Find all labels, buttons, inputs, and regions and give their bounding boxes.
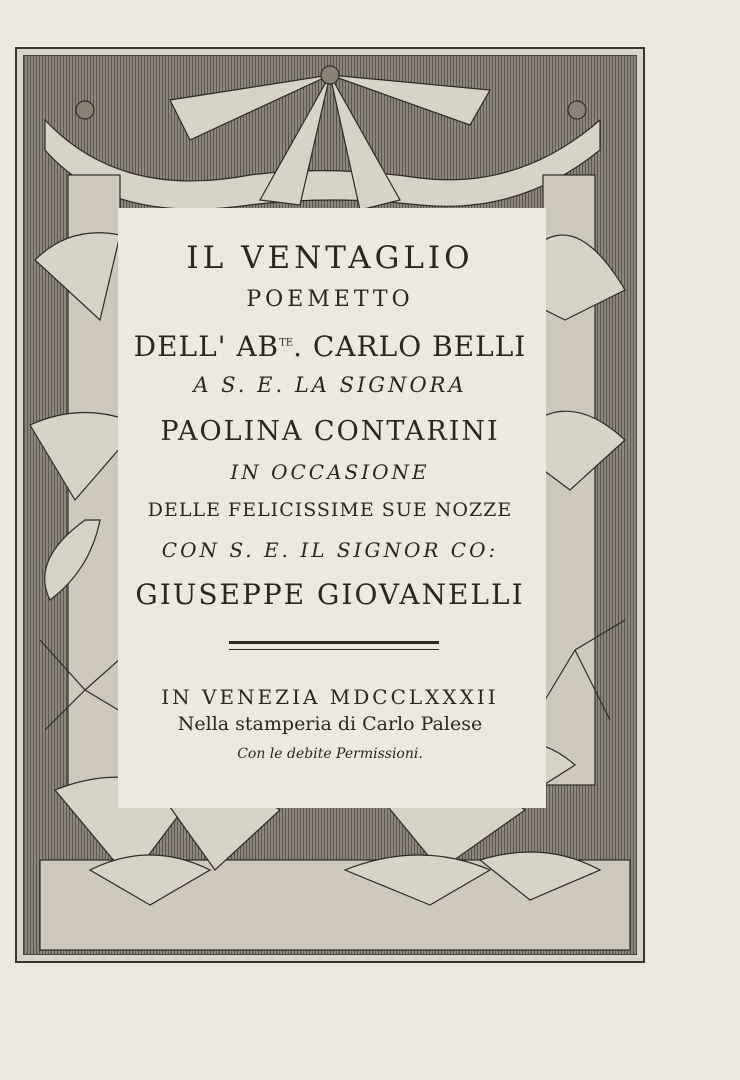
imprint-printer: Nella stamperia di Carlo Palese [177,713,483,735]
dedicatee-name: PAOLINA CONTARINI [160,416,500,447]
groom-intro: CON S. E. IL SIGNOR CO: [161,538,499,562]
imprint-permission: Con le debite Permissioni. [237,746,423,762]
imprint-place-date: IN VENEZIA MDCCLXXXII [161,685,499,709]
dedication-line: A S. E. LA SIGNORA [193,373,467,397]
occasion-line: IN OCCASIONE [230,460,430,484]
author-prefix: DELL' AB [133,330,280,363]
groom-name: GIUSEPPE GIOVANELLI [135,578,525,611]
author-line [0,330,660,363]
book-title: IL VENTAGLIO [186,240,474,276]
author-superscript: TE [279,337,294,349]
divider-thin [229,649,439,650]
divider-thick [229,641,439,644]
author-name: . CARLO BELLI [293,330,527,363]
subtitle: POEMETTO [246,287,414,312]
occasion-detail: DELLE FELICISSIME SUE NOZZE [147,499,513,521]
